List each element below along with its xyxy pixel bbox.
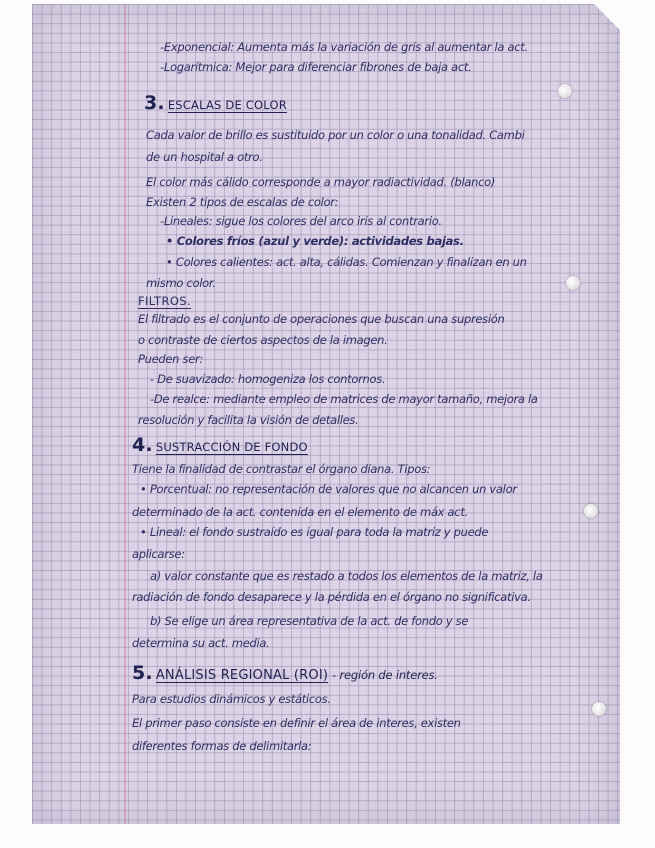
text-line: - De suavizado: homogeniza los contornos.	[150, 372, 386, 386]
text-line: resolución y facilita la visión de detalles.	[138, 413, 359, 427]
text-line: Cada valor de brillo es sustituido por un color o una tonalidad. Cambi	[146, 128, 525, 142]
text-line: determinado de la act. contenida en el elemento de máx act.	[132, 505, 468, 519]
margin-line	[124, 4, 126, 824]
text-line: -Logarítmica: Mejor para diferenciar fibrones de baja act.	[160, 60, 472, 74]
text-line: diferentes formas de delimitarla:	[132, 739, 312, 753]
text-line: • Colores fríos (azul y verde): actividades bajas.	[166, 234, 464, 248]
section-heading-4	[132, 436, 308, 455]
section-title: ESCALAS DE COLOR	[167, 98, 287, 112]
text-line: Pueden ser:	[138, 352, 203, 366]
text-line: -Lineales: sigue los colores del arco iris al contrario.	[160, 214, 442, 228]
text-line: • Porcentual: no representación de valores que no alcancen un valor	[140, 482, 517, 496]
text-line: mismo color.	[146, 276, 216, 290]
text-line: -Exponencial: Aumenta más la variación de gris al aumentar la act.	[160, 40, 528, 54]
text-line: • Colores calientes: act. alta, cálidas. Comienzan y finalizan en un	[166, 255, 527, 269]
text-line: radiación de fondo desaparece y la pérdida en el órgano no significativa.	[132, 590, 531, 604]
text-line: aplicarse:	[132, 547, 185, 561]
text-line: Para estudios dinámicos y estáticos.	[132, 692, 331, 706]
section-number: 5.	[132, 662, 153, 684]
text-line: de un hospital a otro.	[146, 150, 263, 164]
section-title: ANÁLISIS REGIONAL (ROI)	[155, 668, 329, 683]
text-line: Tiene la finalidad de contrastar el órgano diana. Tipos:	[132, 462, 431, 476]
section-heading-5	[132, 664, 438, 683]
text-line: b) Se elige un área representativa de la act. de fondo y se	[150, 614, 469, 628]
text-line: -De realce: mediante empleo de matrices de mayor tamaño, mejora la	[150, 392, 538, 406]
section-number: 4.	[132, 434, 153, 456]
text-line: El filtrado es el conjunto de operaciones que buscan una supresión	[138, 312, 505, 326]
text-line: Existen 2 tipos de escalas de color:	[146, 195, 339, 209]
notebook-page	[32, 4, 620, 824]
section-heading-3	[144, 94, 287, 113]
punch-hole-upper-middle	[566, 276, 580, 290]
punch-hole-top	[558, 84, 572, 98]
text-line: El primer paso consiste en definir el área de interes, existen	[132, 716, 461, 730]
text-line: o contraste de ciertos aspectos de la imagen.	[138, 333, 388, 347]
punch-hole-lower-middle	[584, 504, 598, 518]
section-note: - región de interes.	[332, 668, 438, 682]
text-line: determina su act. media.	[132, 636, 270, 650]
filtros-title: FILTROS.	[138, 294, 192, 308]
section-title: SUSTRACCIÓN DE FONDO	[155, 440, 308, 454]
text-line: a) valor constante que es restado a todos los elementos de la matriz, la	[150, 569, 543, 583]
text-line: El color más cálido corresponde a mayor radiactividad. (blanco)	[146, 175, 496, 189]
punch-hole-bottom	[592, 702, 606, 716]
text-line: • Lineal: el fondo sustraído es igual para toda la matriz y puede	[140, 525, 489, 539]
section-number: 3.	[144, 92, 165, 114]
